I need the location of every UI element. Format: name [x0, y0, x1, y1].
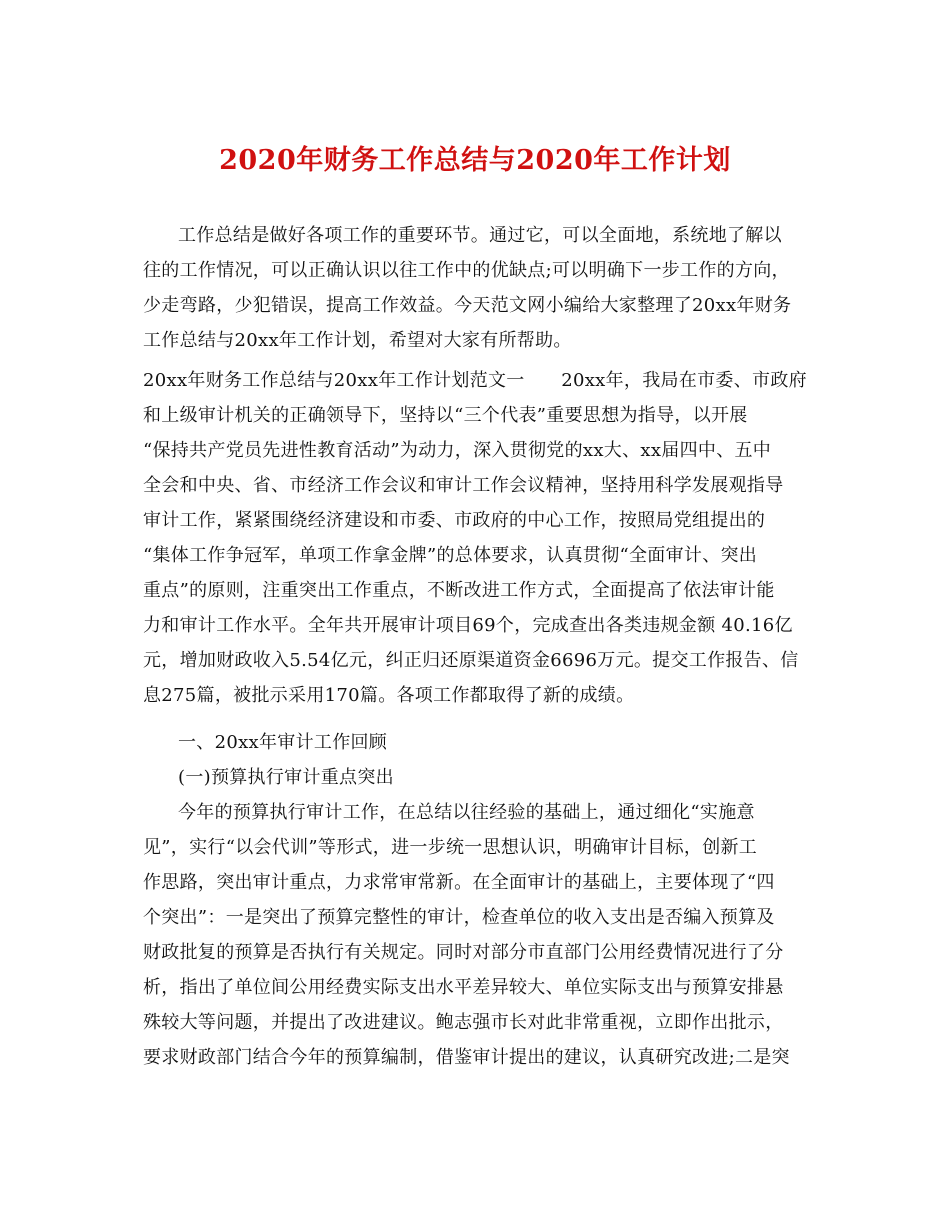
paragraph-line: “保持共产党员先进性教育活动”为动力，深入贯彻党的xx大、xx届四中、五中 — [143, 440, 772, 461]
paragraph-line: 析，指出了单位间公用经费实际支出水平差异较大、单位实际支出与预算安排悬 — [143, 977, 784, 998]
paragraph-line: 力和审计工作水平。全年共开展审计项目69个，完成查出各类违规金额 40.16亿 — [143, 615, 793, 636]
paragraph-line: 要求财政部门结合今年的预算编制，借鉴审计提出的建议，认真研究改进;二是突 — [143, 1047, 790, 1068]
paragraph-line: 和上级审计机关的正确领导下，坚持以“三个代表”重要思想为指导，以开展 — [143, 405, 748, 426]
paragraph-line: “集体工作争冠军，单项工作拿金牌”的总体要求，认真贯彻“全面审计、突出 — [143, 545, 758, 566]
paragraph-line: 今年的预算执行审计工作，在总结以往经验的基础上，通过细化“实施意 — [178, 802, 755, 823]
paragraph-line: 工作总结与20xx年工作计划，希望对大家有所帮助。 — [143, 330, 572, 351]
paragraph-line: 殊较大等问题，并提出了改进建议。鲍志强市长对此非常重视，立即作出批示， — [143, 1012, 784, 1033]
paragraph-line: 息275篇，被批示采用170篇。各项工作都取得了新的成绩。 — [143, 685, 635, 706]
paragraph-line: 审计工作，紧紧围绕经济建设和市委、市政府的中心工作，按照局党组提出的 — [143, 510, 766, 531]
paragraph-line: 个突出”：一是突出了预算完整性的审计，检查单位的收入支出是否编入预算及 — [143, 907, 775, 928]
paragraph-line: 20xx年财务工作总结与20xx年工作计划范文一 20xx年，我局在市委、市政府 — [143, 370, 807, 391]
paragraph-line: 往的工作情况，可以正确认识以往工作中的优缺点;可以明确下一步工作的方向， — [143, 260, 790, 281]
paragraph-line: 元，增加财政收入5.54亿元，纠正归还原渠道资金6696万元。提交工作报告、信 — [143, 650, 799, 671]
document-title: 2020年财务工作总结与2020年工作计划 — [219, 145, 731, 176]
subsection-heading: (一)预算执行审计重点突出 — [178, 767, 394, 788]
paragraph-line: 全会和中央、省、市经济工作会议和审计工作会议精神，坚持用科学发展观指导 — [143, 475, 784, 496]
paragraph-line: 作思路，突出审计重点，力求常审常新。在全面审计的基础上，主要体现了“四 — [143, 872, 775, 893]
paragraph-line: 重点”的原则，注重突出工作重点，不断改进工作方式，全面提高了依法审计能 — [143, 580, 775, 601]
paragraph-line: 见”，实行“以会代训”等形式，进一步统一思想认识，明确审计目标，创新工 — [143, 837, 758, 858]
paragraph-line: 财政批复的预算是否执行有关规定。同时对部分市直部门公用经费情况进行了分 — [143, 942, 784, 963]
paragraph-line: 工作总结是做好各项工作的重要环节。通过它，可以全面地，系统地了解以 — [178, 225, 782, 246]
paragraph-line: 少走弯路，少犯错误，提高工作效益。今天范文网小编给大家整理了20xx年财务 — [143, 295, 792, 316]
section-heading: 一、20xx年审计工作回顾 — [178, 732, 388, 753]
